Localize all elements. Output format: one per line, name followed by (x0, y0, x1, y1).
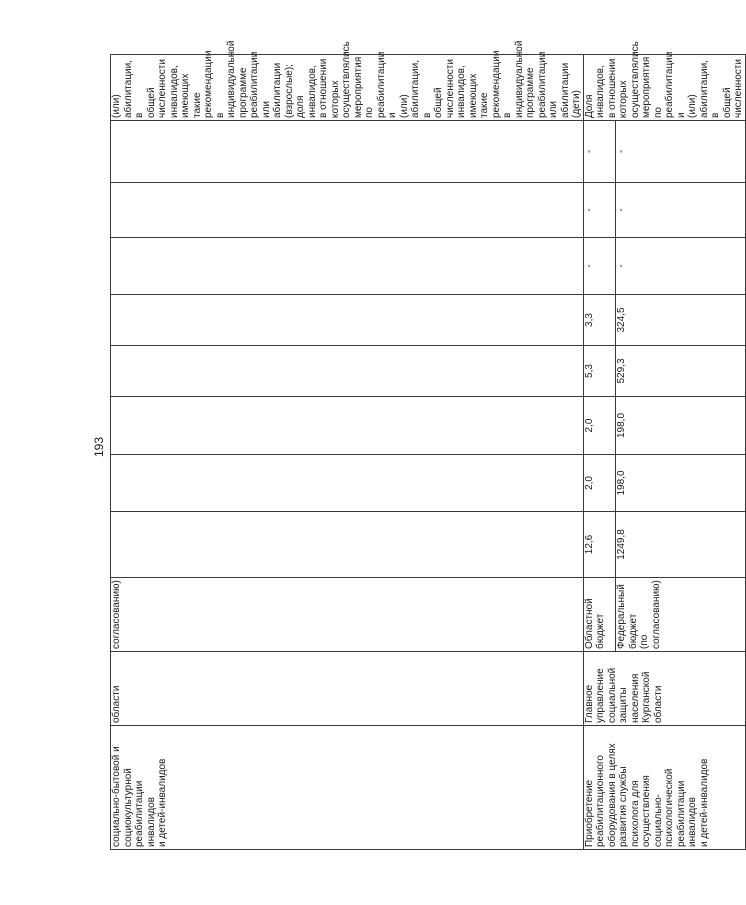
value-cell: - (583, 183, 616, 238)
value-cell (111, 238, 584, 295)
executor-cell: Главное управление социальной защиты населения Курганской области (583, 652, 745, 726)
value-cell: - (616, 121, 745, 183)
value-cell: 324,5 (616, 295, 745, 346)
value-cell: - (583, 121, 616, 183)
value-cell: 529,3 (616, 346, 745, 397)
value-cell: 1249,8 (616, 512, 745, 578)
value-cell: 198,0 (616, 455, 745, 512)
value-cell: 2,0 (583, 455, 616, 512)
event-cell: социально-бытовой и социокультурной реабилитации инвалидов и детей-инвалидов (111, 726, 584, 850)
value-cell: 12,6 (583, 512, 616, 578)
value-cell (111, 121, 584, 183)
value-cell: 2,0 (583, 397, 616, 455)
value-cell: 198,0 (616, 397, 745, 455)
value-cell: 3,3 (583, 295, 616, 346)
table-row (111, 55, 584, 850)
page-number: 193 (92, 436, 106, 458)
indicator-cell: (или) абилитации, в общей численности инвалидов, имеющих такие рекомендации в индивидуальной программе реабилитации или абилитации (взрослые); доля инвалидов, в отношении которых осуществлялись мероприятия по реабилитации и (или) абилитации, в общей численности инвалидов, имеющих такие рекомендации в индивидуальной программе реабилитации или абилитации (дети) (111, 55, 584, 121)
value-cell: - (583, 238, 616, 295)
rotated-table-container (110, 40, 744, 850)
value-cell: - (616, 238, 745, 295)
executor-cell: области (111, 652, 584, 726)
table-row (583, 55, 616, 850)
event-cell: Приобретение реабилитационного оборудования в целях развития службы психолога для осуществления социально- психологической реабилитации инвалидов и детей-инвалидов (583, 726, 745, 850)
indicator-cell: Доля инвалидов, в отношении которых осуществлялись мероприятия по реабилитации и (или) абилитации, в общей численности (583, 55, 745, 121)
value-cell (111, 512, 584, 578)
value-cell: - (616, 183, 745, 238)
value-cell (111, 397, 584, 455)
value-cell (111, 295, 584, 346)
source-cell: Федеральный бюджет (по согласованию) (616, 578, 745, 652)
value-cell (111, 346, 584, 397)
source-cell: согласованию) (111, 578, 584, 652)
value-cell: 5,3 (583, 346, 616, 397)
value-cell (111, 455, 584, 512)
value-cell (111, 183, 584, 238)
source-cell: Областной бюджет (583, 578, 616, 652)
program-table (110, 40, 746, 850)
